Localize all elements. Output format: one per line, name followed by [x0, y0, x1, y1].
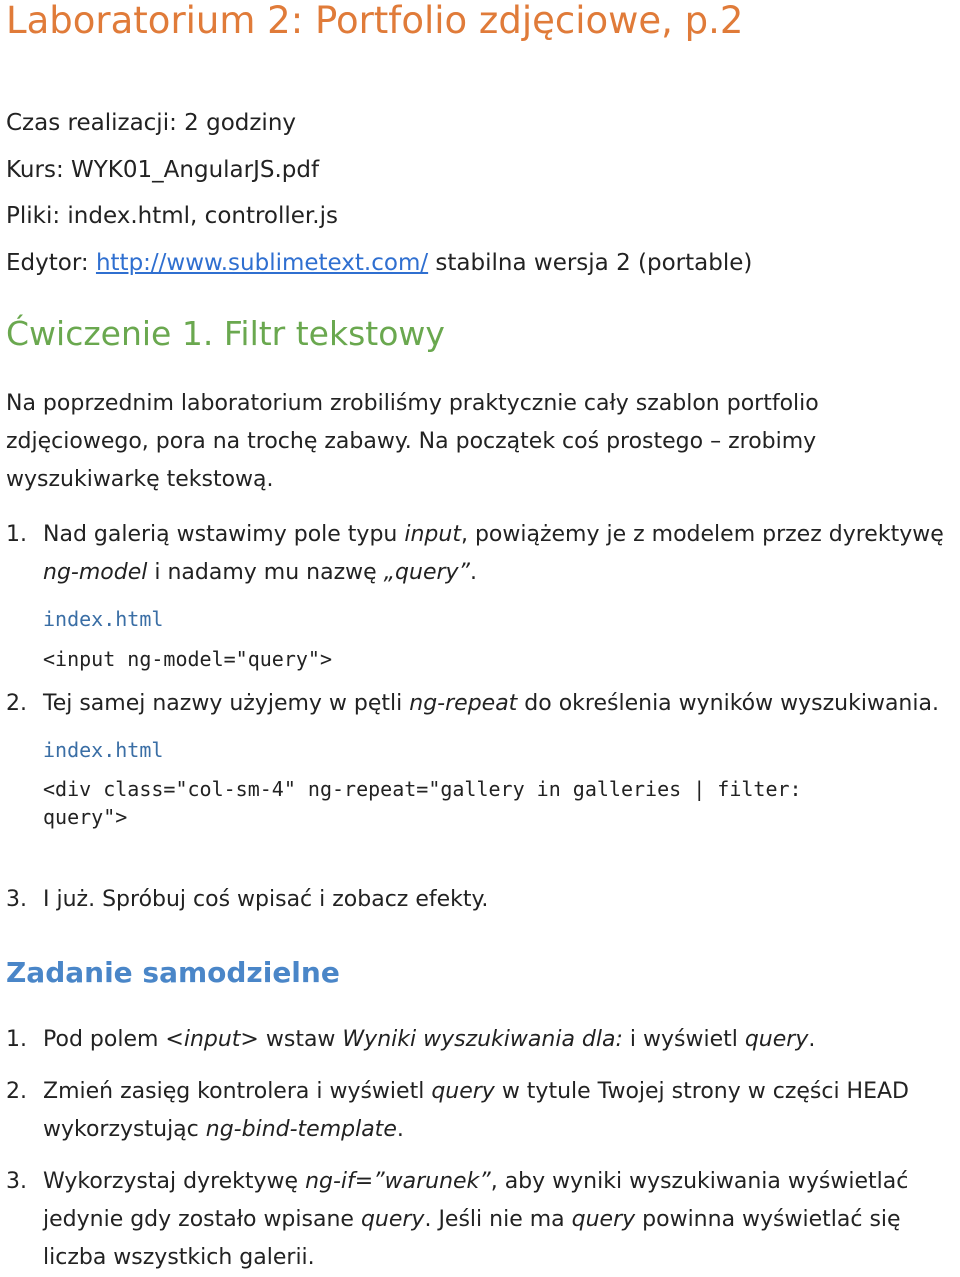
code-snippet: <div class="col-sm-4" ng-repeat="gallery in galleries | filter: [43, 777, 802, 801]
meta-pliki: Pliki: index.html, controller.js [6, 203, 338, 229]
exercise-intro: Na poprzednim laboratorium zrobiliśmy praktycznie cały szablon portfolio zdjęciowego, pora na trochę zabawy. Na początek coś prostego – zrobimy wyszukiwarkę tekstową. [6, 391, 819, 492]
code-snippet-cont: query"> [43, 805, 128, 829]
task-item-1 [6, 1021, 956, 1059]
task-heading: Zadanie samodzielne [6, 956, 340, 989]
task-number: 1. [6, 1027, 27, 1052]
task-text: Pod polem <input> wstaw Wyniki wyszukiwania dla: i wyświetl query. [43, 1027, 816, 1052]
task-text: Zmień zasięg kontrolera i wyświetl query w tytule Twojej strony w części HEAD wykorzystując ng-bind-template. [43, 1079, 909, 1142]
edytor-suffix: stabilna wersja 2 (portable) [428, 250, 753, 276]
meta-kurs: Kurs: WYK01_AngularJS.pdf [6, 157, 320, 183]
task-item-2 [6, 1073, 956, 1149]
edytor-prefix: Edytor: [6, 250, 96, 276]
step-number: 3. [6, 887, 27, 912]
step-text: Tej samej nazwy użyjemy w pętli ng-repeat do określenia wyników wyszukiwania. [43, 691, 939, 716]
page-title: Laboratorium 2: Portfolio zdjęciowe, p.2 [6, 0, 744, 42]
step-1 [6, 516, 956, 592]
task-number: 3. [6, 1169, 27, 1194]
sublimetext-link[interactable]: http://www.sublimetext.com/ [95, 250, 429, 276]
step-2 [6, 685, 956, 723]
step-number: 1. [6, 522, 27, 547]
code-filename: index.html [43, 607, 164, 631]
task-number: 2. [6, 1079, 27, 1104]
code-filename: index.html [43, 738, 164, 762]
step-text: I już. Spróbuj coś wpisać i zobacz efekty. [43, 887, 489, 912]
task-item-3 [6, 1163, 956, 1277]
step-number: 2. [6, 691, 27, 716]
step-3 [6, 881, 956, 919]
step-text: Nad galerią wstawimy pole typu input, powiążemy je z modelem przez dyrektywę ng-model i nadamy mu nazwę „query”. [43, 522, 944, 585]
task-text: Wykorzystaj dyrektywę ng-if=”warunek”, aby wyniki wyszukiwania wyświetlać jedynie gdy zostało wpisane query. Jeśli nie ma query powinna wyświetlać się liczba wszystkich galerii. [43, 1169, 909, 1270]
meta-edytor [6, 248, 752, 278]
exercise-heading: Ćwiczenie 1. Filtr tekstowy [6, 314, 445, 353]
code-snippet: <input ng-model="query"> [43, 647, 332, 671]
meta-czas: Czas realizacji: 2 godziny [6, 110, 297, 136]
